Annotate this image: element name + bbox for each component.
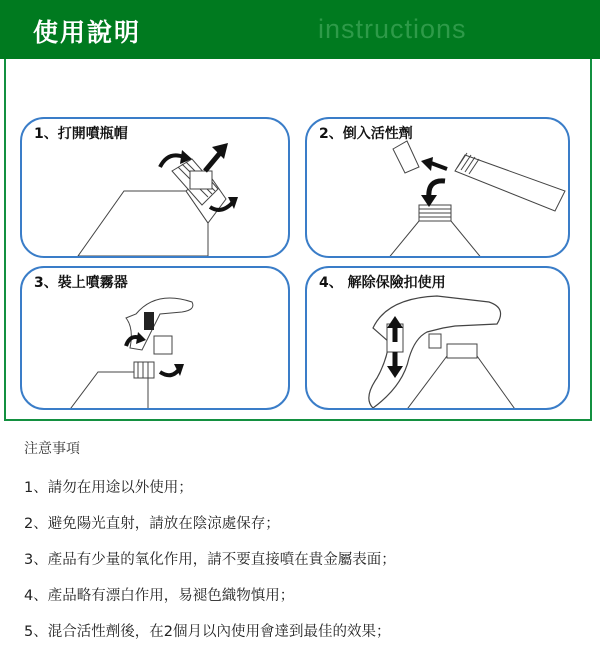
step-4-label: 4、 解除保險扣使用 (319, 275, 446, 291)
step-1-label: 1、打開噴瓶帽 (34, 126, 128, 142)
step-2-panel (305, 117, 570, 258)
step-3-label: 3、裝上噴霧器 (34, 275, 128, 291)
step-4-panel (305, 266, 570, 410)
step-2-label: 2、倒入活性劑 (319, 126, 413, 142)
page-title: 使用說明 (33, 18, 142, 47)
note-item: 4、產品略有漂白作用，易褪色織物慎用； (24, 588, 295, 604)
note-item: 2、避免陽光直射，請放在陰涼處保存； (24, 516, 280, 532)
step-1-panel (20, 117, 290, 258)
page-subtitle: instructions (318, 14, 467, 44)
header-bar (0, 0, 600, 59)
note-item: 1、請勿在用途以外使用； (24, 480, 193, 496)
note-item: 5、混合活性劑後，在2個月以內使用會達到最佳的效果； (24, 624, 391, 640)
step-3-panel (20, 266, 290, 410)
notes-title: 注意事項 (24, 441, 80, 457)
note-item: 3、產品有少量的氧化作用，請不要直接噴在貴金屬表面； (24, 552, 396, 568)
